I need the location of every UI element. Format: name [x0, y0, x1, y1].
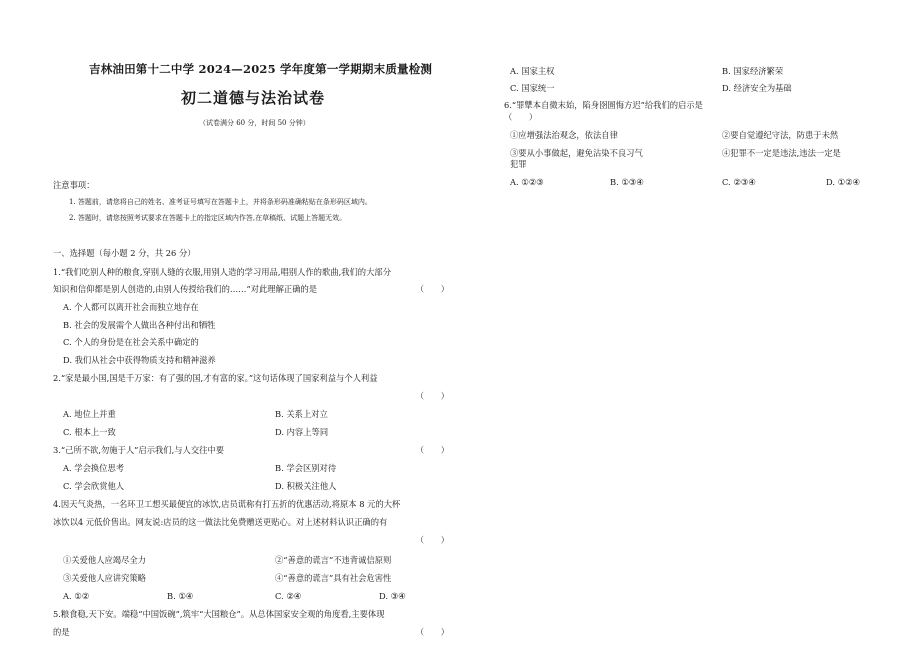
q6-statement-4: ④犯罪不一定是违法,违法一定是	[722, 148, 841, 158]
q6-statement-2: ②要自觉遵纪守法，防患于未然	[722, 130, 839, 140]
q6-statement-1: ①应增强法治观念，依法自律	[510, 130, 618, 140]
q6-statement-3: ③要从小事做起，避免沾染不良习气	[510, 148, 643, 158]
exam-info: （试卷满分 60 分，时间 50 分钟）	[199, 119, 310, 127]
q6-option-c: C. ②③④	[722, 177, 756, 187]
q4-option-c: C. ②④	[275, 591, 302, 601]
question-5-line-1: 5.粮食稳,天下安。端稳“中国饭碗”,筑牢“大国粮仓”。从总体国家安全观的角度看,主要体现	[53, 609, 385, 619]
subject-title: 初二道德与法治试卷	[181, 89, 326, 107]
answer-bracket-6: （ ）	[504, 112, 538, 122]
q3-option-a: A. 学会换位思考	[63, 463, 125, 473]
q2-option-a: A. 地位上并重	[63, 409, 116, 419]
question-5-line-2: 的是	[53, 627, 70, 637]
question-2-line-1: 2.“家是最小国,国是千万家：有了强的国,才有富的家。”这句话体现了国家利益与个人利益	[53, 373, 378, 383]
question-6-line-1: 6.“罪犨本自微末始，陷身囹圄悔方迟”给我们的启示是	[504, 100, 703, 110]
q4-option-d: D. ③④	[379, 591, 406, 601]
q5-option-d: D. 经济安全为基础	[722, 83, 792, 93]
section-heading: 一、选择题（每小题 2 分，共 26 分）	[53, 248, 196, 258]
q1-option-d: D. 我们从社会中获得物质支持和精神滋养	[63, 355, 216, 365]
notice-item-2: 2. 答题时，请您按照考试要求在答题卡上的指定区域内作答,在草稿纸、试题上答题无效。	[69, 214, 347, 222]
q3-option-c: C. 学会欣赏他人	[63, 481, 125, 491]
exam-title: 吉林油田第十二中学 2024—2025 学年度第一学期期末质量检测	[89, 62, 433, 76]
q1-option-a: A. 个人都可以离开社会而独立地存在	[63, 302, 199, 312]
q3-option-d: D. 积极关注他人	[275, 481, 337, 491]
question-1-line-1: 1.“我们吃别人种的粮食,穿别人缝的衣服,用别人造的学习用品,唱别人作的歌曲,我们的大部分	[53, 267, 391, 277]
question-4-line-2: 冰饮以4 元低价售出。网友说:店员的这一做法比免费赠送更贴心。对上述材料认识正确的有	[53, 517, 388, 527]
q6-option-b: B. ①③④	[610, 177, 644, 187]
question-1-line-2: 知识和信仰都是别人创造的,由别人传授给我们的……”对此理解正确的是	[53, 284, 318, 294]
q4-statement-2: ②“善意的谎言”不违背诚信原则	[275, 555, 392, 565]
q3-option-b: B. 学会区别对待	[275, 463, 337, 473]
q5-option-c: C. 国家统一	[510, 83, 555, 93]
q6-option-d: D. ①②④	[826, 177, 860, 187]
answer-bracket-5: （ ）	[415, 627, 449, 637]
answer-bracket-4: （ ）	[415, 535, 449, 545]
q1-option-b: B. 社会的发展需个人做出各种付出和牺牲	[63, 320, 216, 330]
q5-option-b: B. 国家经济繁荣	[722, 66, 784, 76]
q1-option-c: C. 个人的身份是在社会关系中确定的	[63, 337, 199, 347]
q6-option-a: A. ①②③	[510, 177, 544, 187]
q2-option-b: B. 关系上对立	[275, 409, 328, 419]
answer-bracket-3: （ ）	[415, 445, 449, 455]
q4-statement-1: ①关爱他人应竭尽全力	[63, 555, 146, 565]
notice-heading: 注意事项：	[53, 180, 95, 190]
q2-option-d: D. 内容上等同	[275, 427, 329, 437]
q4-statement-3: ③关爱他人应讲究策略	[63, 573, 146, 583]
question-3-line-1: 3.“己所不欲,勿施于人”启示我们,与人交往中要	[53, 445, 225, 455]
q6-statement-4-continued: 犯罪	[510, 159, 527, 169]
q4-option-b: B. ①④	[167, 591, 194, 601]
question-4-line-1: 4.因天气炎热，一名环卫工想买最便宜的冰饮,店员谎称有打五折的优惠活动,将原本 8 元的大杯	[53, 499, 401, 509]
q5-option-a: A. 国家主权	[510, 66, 555, 76]
notice-item-1: 1. 答题前，请您将自己的姓名、准考证号填写在答题卡上，并将条形码准确粘贴在条形码区域内。	[69, 198, 372, 206]
answer-bracket-2: （ ）	[415, 391, 449, 401]
q4-statement-4: ④“善意的谎言”具有社会危害性	[275, 573, 392, 583]
answer-bracket-1: （ ）	[415, 284, 449, 294]
q4-option-a: A. ①②	[63, 591, 90, 601]
q2-option-c: C. 根本上一致	[63, 427, 116, 437]
